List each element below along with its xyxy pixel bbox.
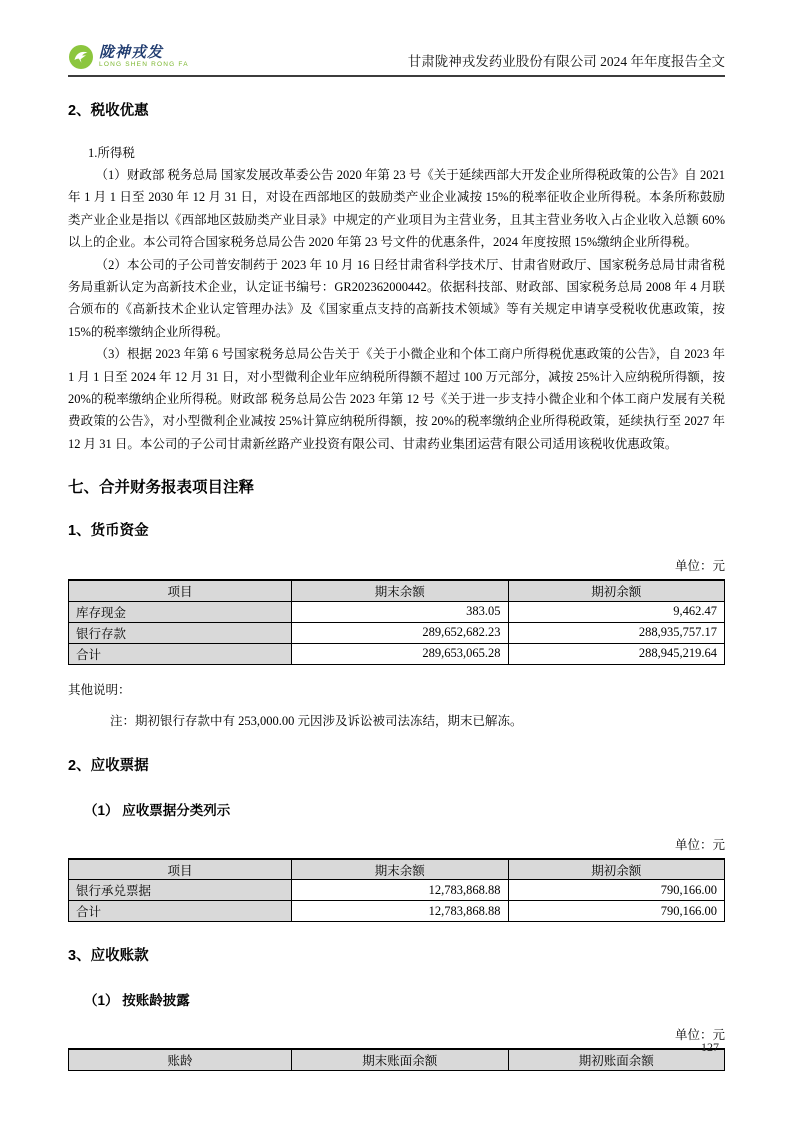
row-label-cell: 银行承兑票据 bbox=[69, 880, 292, 901]
amount-cell: 12,783,868.88 bbox=[292, 880, 508, 901]
heading-accounts-receivable: 3、应收账款 bbox=[68, 948, 149, 965]
table-head bbox=[69, 580, 725, 601]
logo-icon bbox=[68, 44, 94, 70]
income-tax-label: 1.所得税 bbox=[88, 146, 135, 160]
notes-receivable-table bbox=[68, 858, 725, 923]
amount-cell: 12,783,868.88 bbox=[292, 901, 508, 922]
row-label-cell: 银行存款 bbox=[69, 622, 292, 643]
company-logo bbox=[68, 44, 189, 70]
tax-paragraph-1: （1）财政部 税务总局 国家发展改革委公告 2020 年第 23 号《关于延续西部大开发企业所得税政策的公告》自 2021 年 1 月 1 日至 2030 年 12 月 31 日，对设在西部地区的鼓励类产业企业减按 15%的税率征收企业所得税。本条所称鼓励类产业企业是指以《西部地区鼓励类产业目录》中规定的产业项目为主营业务，且其主营业务收入占企业收入总额 60%以上的企业。本公司符合国家税务总局公告 2020 年第 23 号文件的优惠条件，2024 年度按照 15%缴纳企业所得税。 bbox=[68, 168, 725, 250]
amount-cell: 790,166.00 bbox=[508, 880, 725, 901]
table-header-row bbox=[69, 580, 725, 601]
unit-label-notes-receivable: 单位：元 bbox=[674, 837, 725, 852]
table-head bbox=[69, 859, 725, 880]
amount-cell: 383.05 bbox=[292, 601, 508, 622]
table-row bbox=[69, 601, 725, 622]
amount-cell: 289,653,065.28 bbox=[292, 643, 508, 664]
amount-cell: 790,166.00 bbox=[508, 901, 725, 922]
row-label-cell: 库存现金 bbox=[69, 601, 292, 622]
brand-name: 陇神戎发 bbox=[99, 44, 164, 62]
table-row bbox=[69, 643, 725, 664]
tax-paragraph-3: （3）根据 2023 年第 6 号国家税务总局公告关于《关于小微企业和个体工商户所得税优惠政策的公告》，自 2023 年 1 月 1 日至 2024 年 12 月 31 日，对小型微利企业年应纳税所得额不超过 100 万元部分，减按 25%计入应纳税所得额，按 20%的税率缴纳企业所得税。财政部 税务总局公告 2023 年第 12 号《关于进一步支持小微企业和个体工商户发展有关税费政策的公告》，对小型微利企业减按 25%计算应纳税所得额，按 20%的税率缴纳企业所得税政策，延续执行至 2027 年 12 月 31 日。本公司的子公司甘肃新丝路产业投资有限公司、甘肃药业集团运营有限公司适用该税收优惠政策。 bbox=[68, 347, 725, 451]
table-body bbox=[69, 880, 725, 922]
unit-label-monetary: 单位：元 bbox=[674, 559, 725, 574]
heading-notes-to-statements: 七、合并财务报表项目注释 bbox=[68, 479, 255, 497]
subheading-notes-receivable-classification: （1） 应收票据分类列示 bbox=[84, 802, 231, 818]
amount-cell: 288,945,219.64 bbox=[508, 643, 725, 664]
brand-subtitle: LONG SHEN RONG FA bbox=[99, 61, 189, 69]
table-row bbox=[69, 622, 725, 643]
accounts-receivable-table bbox=[68, 1048, 725, 1071]
table-header-cell: 期初余额 bbox=[508, 580, 725, 601]
table-row bbox=[69, 901, 725, 922]
heading-tax-incentives: 2、税收优惠 bbox=[68, 103, 149, 119]
table-header-cell: 项目 bbox=[69, 859, 292, 880]
table-head bbox=[69, 1049, 725, 1070]
frozen-deposit-note: 注：期初银行存款中有 253,000.00 元因涉及诉讼被司法冻结，期末已解冻。 bbox=[110, 713, 523, 728]
row-label-cell: 合计 bbox=[69, 901, 292, 922]
heading-monetary-funds: 1、货币资金 bbox=[68, 523, 149, 540]
subheading-aging-disclosure: （1） 按账龄披露 bbox=[84, 993, 190, 1009]
table-header-cell: 账龄 bbox=[69, 1049, 292, 1070]
table-header-cell: 期末余额 bbox=[292, 580, 508, 601]
page-header bbox=[68, 44, 725, 77]
heading-notes-receivable: 2、应收票据 bbox=[68, 757, 149, 774]
table-header-cell: 期末余额 bbox=[292, 859, 508, 880]
table-header-cell: 项目 bbox=[69, 580, 292, 601]
other-notes-label: 其他说明： bbox=[68, 682, 131, 697]
table-header-row bbox=[69, 859, 725, 880]
amount-cell: 288,935,757.17 bbox=[508, 622, 725, 643]
document-title: 甘肃陇神戎发药业股份有限公司 2024 年年度报告全文 bbox=[407, 54, 725, 69]
logo-text bbox=[99, 45, 189, 69]
table-row bbox=[69, 880, 725, 901]
table-header-cell: 期初账面余额 bbox=[508, 1049, 725, 1070]
page-number: 127 bbox=[701, 1040, 719, 1054]
table-body bbox=[69, 601, 725, 664]
table-header-row bbox=[69, 1049, 725, 1070]
table-header-cell: 期初余额 bbox=[508, 859, 725, 880]
unit-label-accounts-receivable: 单位：元 bbox=[674, 1028, 725, 1043]
tax-paragraph-2: （2）本公司的子公司普安制药于 2023 年 10 月 16 日经甘肃省科学技术厅、甘肃省财政厅、国家税务总局甘肃省税务局重新认定为高新技术企业，认定证书编号：GR202362000442。依据科技部、财政部、国家税务总局 2008 年 4 月联合颁布的《高新技术企业认定管理办法》及《国家重点支持的高新技术领域》等有关规定申请享受税收优惠政策，按 15%的税率缴纳企业所得税。 bbox=[68, 257, 725, 339]
row-label-cell: 合计 bbox=[69, 643, 292, 664]
monetary-funds-table bbox=[68, 579, 725, 665]
table-header-cell: 期末账面余额 bbox=[292, 1049, 508, 1070]
amount-cell: 289,652,682.23 bbox=[292, 622, 508, 643]
amount-cell: 9,462.47 bbox=[508, 601, 725, 622]
